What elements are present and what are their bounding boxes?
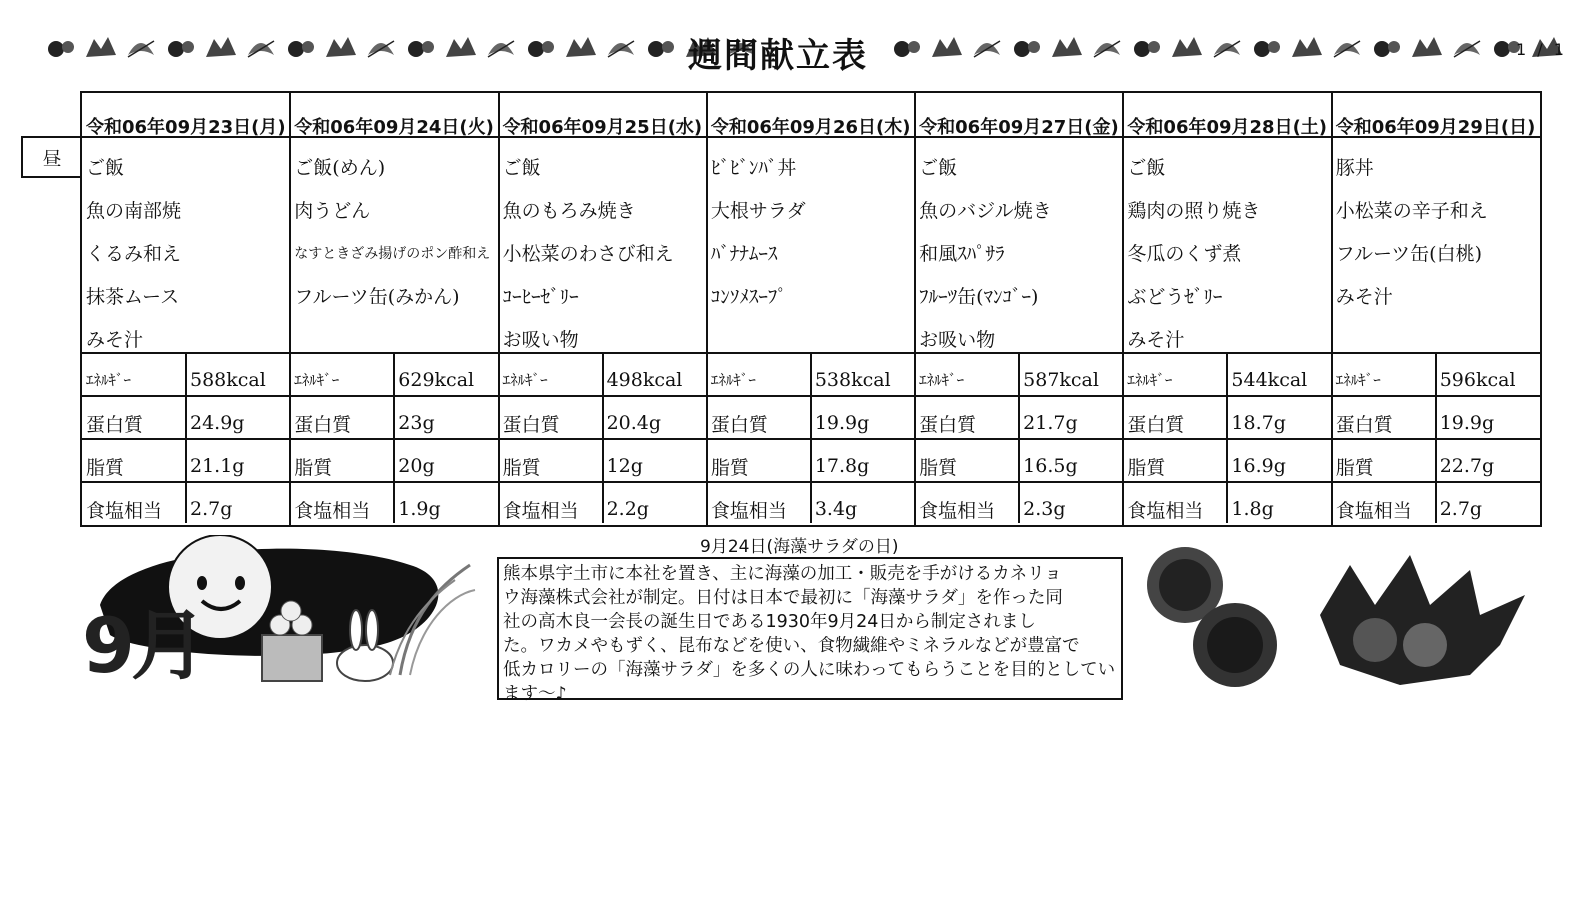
leaf-icon [444, 35, 478, 61]
nutrition-value-protein: 20.4g [606, 412, 662, 434]
table-column-divider [498, 93, 500, 525]
nutrition-value-fat: 20g [398, 455, 435, 477]
menu-item: 冬瓜のくず煮 [1127, 243, 1242, 265]
nutrition-value-fat: 12g [606, 455, 643, 477]
nutrition-label-protein: 蛋白質 [502, 414, 560, 436]
page-number: 1 / 1 [1516, 40, 1567, 59]
nutrition-label-salt: 食塩相当 [1127, 500, 1204, 522]
nutrition-value-energy: 498kcal [606, 369, 683, 391]
menu-table [80, 91, 1542, 527]
menu-item: 魚のバジル焼き [919, 200, 1052, 222]
leaf-icon [1450, 35, 1484, 61]
menu-item: みそ汁 [1127, 329, 1185, 351]
nutrition-label-energy: ｴﾈﾙｷﾞｰ [294, 371, 340, 389]
nutrition-label-protein: 蛋白質 [1127, 414, 1185, 436]
leaf-icon [564, 35, 598, 61]
note-line: ます～♪ [503, 684, 567, 704]
menu-item: 小松菜のわさび和え [502, 243, 674, 265]
menu-item: 小松菜の辛子和え [1335, 200, 1488, 222]
menu-item: 抹茶ムース [86, 286, 180, 308]
menu-item: ご飯 [86, 157, 125, 179]
menu-item: フルーツ缶(白桃) [1335, 243, 1483, 265]
nutrition-value-fat: 22.7g [1439, 455, 1495, 477]
menu-item: ﾌﾙｰﾂ缶(ﾏﾝｺﾞｰ) [919, 286, 1039, 308]
note-line: 社の高木良一会長の誕生日である1930年9月24日から制定されまし [503, 612, 1036, 632]
nutrition-divider [185, 353, 187, 523]
leaf-icon [644, 35, 678, 61]
menu-item: 大根サラダ [710, 200, 806, 222]
nutrition-label-fat: 脂質 [294, 457, 333, 479]
nutrition-label-fat: 脂質 [86, 457, 125, 479]
table-column-divider [706, 93, 708, 525]
nutrition-divider [1226, 353, 1228, 523]
leaf-icon [1090, 35, 1124, 61]
day-header: 令和06年09月26日(木) [710, 117, 911, 138]
leaf-icon [164, 35, 198, 61]
leaf-icon [324, 35, 358, 61]
rabbit-icon [337, 645, 393, 681]
nutrition-value-salt: 2.2g [606, 498, 649, 520]
leaf-icon [244, 35, 278, 61]
nutrition-divider [1018, 353, 1020, 523]
menu-item: お吸い物 [502, 329, 579, 351]
nutrition-label-energy: ｴﾈﾙｷﾞｰ [710, 371, 756, 389]
leaf-border-left [44, 22, 758, 74]
nutrition-label-energy: ｴﾈﾙｷﾞｰ [1335, 371, 1381, 389]
leaf-icon [930, 35, 964, 61]
nutrition-label-salt: 食塩相当 [919, 500, 996, 522]
nutrition-divider [1435, 353, 1437, 523]
leaf-icon [1410, 35, 1444, 61]
menu-item: ﾋﾞﾋﾞﾝﾊﾞ丼 [710, 157, 797, 179]
menu-item: お吸い物 [919, 329, 996, 351]
leaf-icon [1170, 35, 1204, 61]
menu-item: みそ汁 [1335, 286, 1393, 308]
nutrition-value-fat: 16.5g [1023, 455, 1078, 477]
nutrition-value-energy: 629kcal [398, 369, 475, 391]
leaf-icon [1010, 35, 1044, 61]
day-header: 令和06年09月28日(土) [1127, 117, 1328, 138]
menu-item: ご飯 [919, 157, 958, 179]
leaf-icon [1210, 35, 1244, 61]
menu-item: ぶどうｾﾞﾘｰ [1127, 286, 1223, 308]
menu-item: ご飯 [502, 157, 541, 179]
leaf-icon [364, 35, 398, 61]
leaf-icon [404, 35, 438, 61]
leaf-icon [1290, 35, 1324, 61]
chestnut-illustration [1140, 545, 1540, 695]
nutrition-value-salt: 1.8g [1231, 498, 1274, 520]
nutrition-label-fat: 脂質 [1335, 457, 1374, 479]
leaf-icon [604, 35, 638, 61]
leaf-icon [484, 35, 518, 61]
leaf-icon [1370, 35, 1404, 61]
nutrition-value-fat: 21.1g [190, 455, 245, 477]
leaf-icon [124, 35, 158, 61]
nutrition-value-fat: 17.8g [814, 455, 870, 477]
nutrition-value-energy: 538kcal [814, 369, 891, 391]
nutrition-value-salt: 2.7g [190, 498, 233, 520]
nutrition-label-salt: 食塩相当 [1335, 500, 1412, 522]
month-label: 9月 [82, 601, 203, 690]
meal-label-lunch: 昼 [21, 136, 81, 178]
nutrition-divider [393, 353, 395, 523]
nutrition-value-protein: 24.9g [190, 412, 245, 434]
menu-item: 和風ｽﾊﾟｻﾗ [919, 243, 1005, 265]
leaf-icon [84, 35, 118, 61]
menu-item: 肉うどん [294, 200, 371, 222]
table-column-divider [1122, 93, 1124, 525]
chestnut-icon [1147, 547, 1277, 687]
nutrition-label-fat: 脂質 [502, 457, 541, 479]
day-header: 令和06年09月29日(日) [1335, 117, 1536, 138]
nutrition-label-salt: 食塩相当 [86, 500, 163, 522]
menu-item: 魚の南部焼 [86, 200, 182, 222]
table-column-divider [1331, 93, 1333, 525]
nutrition-value-salt: 2.3g [1023, 498, 1066, 520]
leaf-icon [1330, 35, 1364, 61]
leaf-icon [524, 35, 558, 61]
menu-item: ご飯 [1127, 157, 1166, 179]
note-box [497, 557, 1123, 704]
nutrition-label-protein: 蛋白質 [710, 414, 768, 436]
table-column-divider [289, 93, 291, 525]
nutrition-label-salt: 食塩相当 [710, 500, 787, 522]
nutrition-value-protein: 19.9g [1439, 412, 1495, 434]
nutrition-label-energy: ｴﾈﾙｷﾞｰ [86, 371, 132, 389]
menu-item: フルーツ缶(みかん) [294, 286, 460, 308]
day-header: 令和06年09月24日(火) [294, 117, 494, 138]
nutrition-value-energy: 588kcal [190, 369, 266, 391]
nutrition-label-protein: 蛋白質 [919, 414, 977, 436]
nutrition-value-protein: 18.7g [1231, 412, 1286, 434]
leaf-icon [890, 35, 924, 61]
menu-item: 魚のもろみ焼き [502, 200, 636, 222]
menu-item: ﾊﾞﾅﾅﾑｰｽ [710, 243, 778, 265]
nutrition-label-protein: 蛋白質 [1335, 414, 1393, 436]
nutrition-label-salt: 食塩相当 [502, 500, 579, 522]
note-line: 低カロリーの「海藻サラダ」を多くの人に味わってもらうことを目的としてい [503, 660, 1116, 680]
nutrition-value-energy: 587kcal [1023, 369, 1099, 391]
nutrition-label-fat: 脂質 [1127, 457, 1166, 479]
day-header: 令和06年09月27日(金) [919, 117, 1119, 138]
nutrition-label-protein: 蛋白質 [86, 414, 144, 436]
nutrition-label-energy: ｴﾈﾙｷﾞｰ [1127, 371, 1173, 389]
nutrition-label-salt: 食塩相当 [294, 500, 371, 522]
nutrition-value-protein: 23g [398, 412, 435, 434]
leaf-icon [1250, 35, 1284, 61]
nutrition-value-salt: 2.7g [1439, 498, 1483, 520]
note-line: 熊本県宇土市に本社を置き、主に海藻の加工・販売を手がけるカネリョ [503, 564, 1062, 584]
nutrition-value-energy: 544kcal [1231, 369, 1308, 391]
nutrition-label-energy: ｴﾈﾙｷﾞｰ [919, 371, 965, 389]
leaf-icon [44, 35, 78, 61]
menu-item: なすときざみ揚げのポン酢和え [294, 246, 491, 262]
nutrition-value-fat: 16.9g [1231, 455, 1286, 477]
day-header: 令和06年09月23日(月) [86, 117, 286, 138]
menu-item: 豚丼 [1335, 157, 1374, 179]
nutrition-divider [602, 353, 604, 523]
leaf-icon [1130, 35, 1164, 61]
nutrition-divider [810, 353, 812, 523]
menu-item: ｺﾝｿﾒｽｰﾌﾟ [710, 286, 787, 308]
nutrition-label-fat: 脂質 [919, 457, 958, 479]
leaf-icon [1050, 35, 1084, 61]
nutrition-value-salt: 3.4g [814, 498, 858, 520]
note-line: ウ海藻株式会社が制定。日付は日本で最初に「海藻サラダ」を作った同 [503, 588, 1063, 608]
nutrition-label-fat: 脂質 [710, 457, 749, 479]
table-column-divider [914, 93, 916, 525]
menu-item: ｺｰﾋｰｾﾞﾘｰ [502, 286, 579, 308]
day-header: 令和06年09月25日(水) [502, 117, 703, 138]
menu-item: ご飯(めん) [294, 157, 386, 179]
leaf-border-right [890, 22, 1570, 74]
dango-stand-icon [262, 635, 322, 681]
nutrition-value-protein: 19.9g [814, 412, 870, 434]
leaf-icon [970, 35, 1004, 61]
nutrition-label-protein: 蛋白質 [294, 414, 352, 436]
leaf-icon [204, 35, 238, 61]
nutrition-value-energy: 596kcal [1439, 369, 1516, 391]
menu-item: くるみ和え [86, 243, 182, 265]
leaf-icon [284, 35, 318, 61]
nutrition-label-energy: ｴﾈﾙｷﾞｰ [502, 371, 548, 389]
note-line: た。ワカメやもずく、昆布などを使い、食物繊維やミネラルなどが豊富で [503, 636, 1080, 656]
nutrition-value-protein: 21.7g [1023, 412, 1078, 434]
menu-item: 鶏肉の照り焼き [1127, 200, 1261, 222]
chestnut-burr-icon [1320, 555, 1525, 685]
nutrition-value-salt: 1.9g [398, 498, 441, 520]
page-title: 週間献立表 [688, 36, 868, 76]
note-title: 9月24日(海藻サラダの日) [700, 537, 899, 557]
menu-item: みそ汁 [86, 329, 144, 351]
